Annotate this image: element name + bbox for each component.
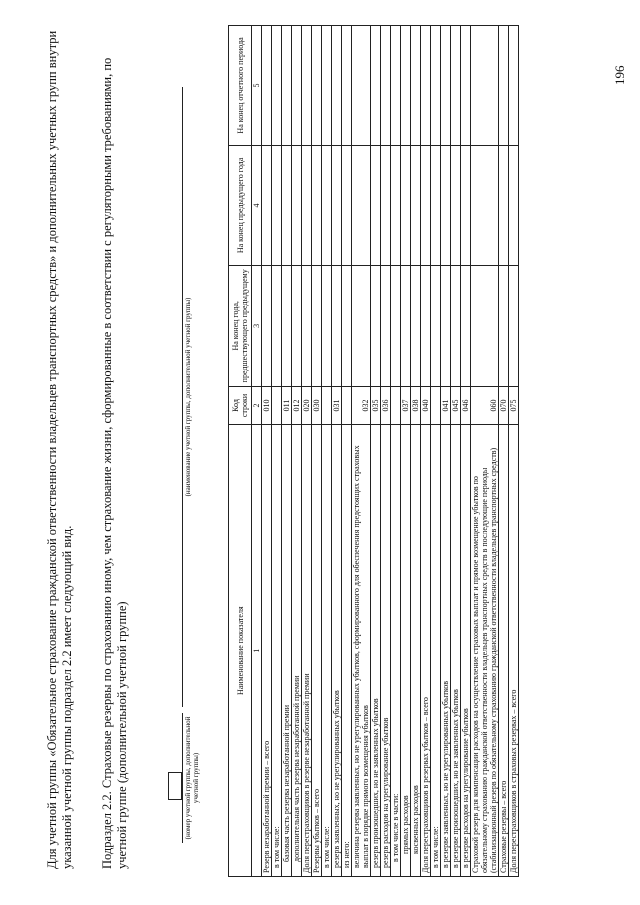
row-code: 060 [471, 386, 499, 425]
row-name: в резерве расходов на урегулирование убытков [461, 425, 471, 877]
row-name: в том числе: [272, 425, 282, 877]
cell-col5 [411, 26, 421, 146]
table-row [332, 26, 342, 877]
cell-col5 [371, 26, 381, 146]
table-row [391, 26, 401, 877]
cell-col3 [282, 266, 292, 387]
row-name: величина резерва заявленных, но не урегулированных убытков, сформированного для обеспечения предстоящих страховых выплат в порядке прямого возмещения убытков [352, 425, 371, 877]
row-code: 030 [312, 386, 322, 425]
row-code [391, 386, 401, 425]
cell-col3 [322, 266, 332, 387]
table-row [282, 26, 292, 877]
row-code: 041 [441, 386, 451, 425]
row-code: 037 [401, 386, 411, 425]
cell-col5 [352, 26, 371, 146]
header-code: Код строки [229, 386, 252, 425]
cell-col5 [302, 26, 312, 146]
cell-col5 [471, 26, 499, 146]
table-row [431, 26, 441, 877]
cell-col3 [401, 266, 411, 387]
table-row [461, 26, 471, 877]
row-code: 035 [371, 386, 381, 425]
cell-col3 [431, 266, 441, 387]
table-row [272, 26, 282, 877]
cell-col3 [451, 266, 461, 387]
cell-col3 [312, 266, 322, 387]
column-number: 3 [252, 266, 262, 387]
cell-col5 [441, 26, 451, 146]
row-code: 046 [461, 386, 471, 425]
cell-col3 [332, 266, 342, 387]
cell-col3 [441, 266, 451, 387]
cell-col3 [391, 266, 401, 387]
cell-col5 [509, 26, 519, 146]
table-row [262, 26, 272, 877]
cell-col5 [342, 26, 352, 146]
row-name: Страховые резервы – всего [499, 425, 509, 877]
row-code: 036 [381, 386, 391, 425]
cell-col4 [391, 145, 401, 265]
cell-col5 [431, 26, 441, 146]
cell-col3 [352, 266, 371, 387]
row-name: Доля перестраховщиков в страховых резервах – всего [509, 425, 519, 877]
table-row [292, 26, 302, 877]
cell-col3 [411, 266, 421, 387]
cell-col5 [292, 26, 302, 146]
cell-col4 [411, 145, 421, 265]
row-code: 038 [411, 386, 421, 425]
row-code: 032 [352, 386, 371, 425]
cell-col4 [371, 145, 381, 265]
cell-col3 [499, 266, 509, 387]
row-name: Резерв незаработанной премии – всего [262, 425, 272, 877]
row-name: Доля перестраховщиков в резервах убытков – всего [421, 425, 431, 877]
header-col4: На конец предыдущего года [229, 145, 252, 265]
cell-col5 [391, 26, 401, 146]
cell-col4 [471, 145, 499, 265]
table-row [471, 26, 499, 877]
row-name: резерв расходов на урегулирование убытков [381, 425, 391, 877]
cell-col4 [451, 145, 461, 265]
table-row [381, 26, 391, 877]
cell-col3 [292, 266, 302, 387]
reserves-table [228, 25, 519, 877]
row-code: 031 [332, 386, 342, 425]
row-name: резерв заявленных, но не урегулированных убытков [332, 425, 342, 877]
table-row [302, 26, 312, 877]
row-name: косвенных расходов [411, 425, 421, 877]
row-code [342, 386, 352, 425]
cell-col4 [461, 145, 471, 265]
table-row [441, 26, 451, 877]
table-row [509, 26, 519, 877]
column-number: 1 [252, 425, 262, 877]
cell-col5 [451, 26, 461, 146]
cell-col4 [342, 145, 352, 265]
cell-col3 [471, 266, 499, 387]
header-col5: На конец отчетного периода [229, 26, 252, 146]
row-name: Доля перестраховщиков в резерве незаработанной премии [302, 425, 312, 877]
cell-col4 [431, 145, 441, 265]
cell-col3 [262, 266, 272, 387]
header-name: Наименование показателя [229, 425, 252, 877]
cell-col3 [461, 266, 471, 387]
cell-col5 [421, 26, 431, 146]
row-name: в резерве заявленных, но не урегулированных убытков [441, 425, 451, 877]
table-row [342, 26, 352, 877]
cell-col4 [312, 145, 322, 265]
group-name-line [182, 87, 183, 707]
column-number: 4 [252, 145, 262, 265]
group-name-caption: (наименование учетной группы, дополнительной учетной группы) [184, 297, 192, 497]
table-row [499, 26, 509, 877]
cell-col4 [421, 145, 431, 265]
row-name: базовая часть резерва незаработанной премии [282, 425, 292, 877]
table-header-row [229, 26, 252, 877]
cell-col4 [332, 145, 342, 265]
row-code: 070 [499, 386, 509, 425]
row-code: 011 [282, 386, 292, 425]
row-code [431, 386, 441, 425]
cell-col3 [371, 266, 381, 387]
column-number: 2 [252, 386, 262, 425]
cell-col4 [401, 145, 411, 265]
row-code: 075 [509, 386, 519, 425]
table-row [371, 26, 381, 877]
group-number-box [168, 772, 182, 800]
cell-col5 [262, 26, 272, 146]
table-row [411, 26, 421, 877]
cell-col3 [272, 266, 282, 387]
cell-col5 [312, 26, 322, 146]
table-row [401, 26, 411, 877]
cell-col5 [332, 26, 342, 146]
cell-col4 [302, 145, 312, 265]
cell-col4 [509, 145, 519, 265]
row-name: в том числе: [322, 425, 332, 877]
cell-col4 [441, 145, 451, 265]
intro-paragraph: Для учетной группы «Обязательное страхование гражданской ответственности владельцев транспортных средств» и дополнительных учетных групп внутри указанной учетной группы подраздел 2.2 имеет следующий вид. [45, 30, 74, 869]
row-name: в резерве произошедших, но не заявленных убытков [451, 425, 461, 877]
cell-col3 [342, 266, 352, 387]
cell-col4 [262, 145, 272, 265]
cell-col5 [272, 26, 282, 146]
cell-col4 [322, 145, 332, 265]
cell-col3 [421, 266, 431, 387]
cell-col5 [461, 26, 471, 146]
cell-col4 [381, 145, 391, 265]
cell-col3 [509, 266, 519, 387]
cell-col5 [381, 26, 391, 146]
cell-col5 [282, 26, 292, 146]
row-name: Резервы убытков – всего [312, 425, 322, 877]
subsection-title: Подраздел 2.2. Страховые резервы по страхованию иному, чем страхование жизни, сформированные в соответствии с регуляторными требованиями, по учетной группе (дополнительной учетной группе) [100, 57, 129, 869]
column-number: 5 [252, 26, 262, 146]
cell-col4 [292, 145, 302, 265]
row-name: в том числе в части: [391, 425, 401, 877]
cell-col5 [499, 26, 509, 146]
column-number-row [252, 26, 262, 877]
row-code: 010 [262, 386, 272, 425]
cell-col4 [272, 145, 282, 265]
cell-col5 [401, 26, 411, 146]
cell-col4 [499, 145, 509, 265]
cell-col5 [322, 26, 332, 146]
row-name: дополнительная часть резерва незаработанной премии [292, 425, 302, 877]
row-code [272, 386, 282, 425]
table-row [322, 26, 332, 877]
row-name: резерв произошедших, но не заявленных убытков [371, 425, 381, 877]
table-row [352, 26, 371, 877]
header-col3: На конец года, предшествующего предыдущему [229, 266, 252, 387]
row-code: 040 [421, 386, 431, 425]
table-row [451, 26, 461, 877]
row-code: 012 [292, 386, 302, 425]
group-number-caption: (номер учетной группы, дополнительной учетной группы) [184, 716, 200, 840]
cell-col3 [302, 266, 312, 387]
row-name: в том числе: [431, 425, 441, 877]
page-number: 196 [612, 65, 627, 85]
table-row [312, 26, 322, 877]
cell-col3 [381, 266, 391, 387]
group-number-line [182, 713, 183, 843]
cell-col4 [352, 145, 371, 265]
row-code [322, 386, 332, 425]
row-code: 045 [451, 386, 461, 425]
row-name: из него: [342, 425, 352, 877]
row-code: 020 [302, 386, 312, 425]
cell-col4 [282, 145, 292, 265]
row-name: прямых расходов [401, 425, 411, 877]
table-row [421, 26, 431, 877]
row-name: Страховой резерв для компенсации расходов на осуществление страховых выплат и прямое возмещение убытков по обязательному страхованию гражданской ответственности владельцев транспортных средств в последующие периоды (стабилизационный резерв по обязательному страхованию гражданской ответственности владельцев транспортных средств) [471, 425, 499, 877]
